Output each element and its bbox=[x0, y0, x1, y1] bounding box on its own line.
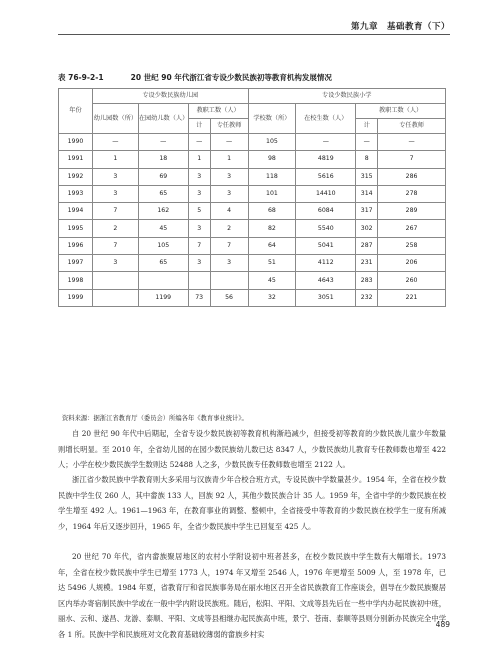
table-row bbox=[59, 185, 446, 202]
table-cell-ks bbox=[188, 272, 210, 289]
table-cell-ks: 3 bbox=[188, 255, 210, 272]
table-cell-kg: 7 bbox=[92, 203, 138, 220]
table-cell-ks: 1 bbox=[188, 151, 210, 168]
table-cell-pt: 286 bbox=[378, 168, 446, 185]
table-cell-ps: — bbox=[356, 134, 378, 151]
table-cell-kc: 65 bbox=[138, 255, 188, 272]
table-cell-pt: 7 bbox=[378, 151, 446, 168]
statistics-table bbox=[58, 88, 446, 307]
table-cell-year: 1996 bbox=[59, 237, 93, 254]
table-cell-st: 4819 bbox=[296, 151, 356, 168]
table-cell-sc: 51 bbox=[248, 255, 296, 272]
table-cell-ps: 8 bbox=[356, 151, 378, 168]
table-cell-kt: — bbox=[210, 134, 248, 151]
table-cell-ks: — bbox=[188, 134, 210, 151]
table-cell-kc: 1199 bbox=[138, 289, 188, 306]
table-cell-sc: 98 bbox=[248, 151, 296, 168]
table-cell-sc: 64 bbox=[248, 237, 296, 254]
table-cell-ks: 3 bbox=[188, 185, 210, 202]
table-cell-sc: 82 bbox=[248, 220, 296, 237]
table-cell-kg bbox=[92, 272, 138, 289]
table-row bbox=[59, 255, 446, 272]
header-kg-teacher: 专任教师 bbox=[210, 119, 248, 134]
table-cell-pt: 206 bbox=[378, 255, 446, 272]
table-cell-kg bbox=[92, 289, 138, 306]
table-cell-year: 1995 bbox=[59, 220, 93, 237]
table-cell-year: 1992 bbox=[59, 168, 93, 185]
table-cell-year: 1999 bbox=[59, 289, 93, 306]
table-cell-kt: 3 bbox=[210, 185, 248, 202]
table-cell-st: 14410 bbox=[296, 185, 356, 202]
header-primary-group: 专设少数民族小学 bbox=[248, 89, 446, 104]
table-cell-ks: 73 bbox=[188, 289, 210, 306]
table-cell-pt: 278 bbox=[378, 185, 446, 202]
header-school-count: 学校数（所） bbox=[248, 104, 296, 134]
table-cell-kt bbox=[210, 272, 248, 289]
table-cell-year: 1994 bbox=[59, 203, 93, 220]
table-cell-sc: 45 bbox=[248, 272, 296, 289]
table-row bbox=[59, 203, 446, 220]
table-cell-sc: 101 bbox=[248, 185, 296, 202]
table-cell-kg: 2 bbox=[92, 220, 138, 237]
table-row bbox=[59, 237, 446, 254]
table-cell-ks: 5 bbox=[188, 203, 210, 220]
table-cell-kt: 56 bbox=[210, 289, 248, 306]
table-cell-year: 1997 bbox=[59, 255, 93, 272]
table-cell-kc: 105 bbox=[138, 237, 188, 254]
table-cell-sc: 68 bbox=[248, 203, 296, 220]
table-cell-year: 1991 bbox=[59, 151, 93, 168]
table-cell-st: 4643 bbox=[296, 272, 356, 289]
table-cell-pt: 221 bbox=[378, 289, 446, 306]
table-cell-kt: 3 bbox=[210, 168, 248, 185]
table-cell-kt: 4 bbox=[210, 203, 248, 220]
table-cell-year: 1993 bbox=[59, 185, 93, 202]
table-cell-ps: 317 bbox=[356, 203, 378, 220]
table-cell-ks: 7 bbox=[188, 237, 210, 254]
table-cell-ps: 232 bbox=[356, 289, 378, 306]
table-source-note: 资料来源：据浙江省教育厅（委员会）所编各年《教育事业统计》。 bbox=[62, 415, 248, 422]
table-cell-kt: 7 bbox=[210, 237, 248, 254]
table-cell-kg: 3 bbox=[92, 255, 138, 272]
table-row bbox=[59, 289, 446, 306]
header-kg-children: 在园幼儿数（人） bbox=[138, 104, 188, 134]
table-cell-kc: 65 bbox=[138, 185, 188, 202]
table-cell-kg: 1 bbox=[92, 151, 138, 168]
table-cell-kt: 2 bbox=[210, 220, 248, 237]
paragraph-2: 浙江省少数民族中学教育则大多采用与汉族青少年合校合班方式，专设民族中学数量甚少。1954 年，全省在校少数民族中学生仅 260 人，其中畲族 133 人，回族 92 人，其他少数民族合计 35 人。1959 年，全省中学的少数民族在校学生增至 492 人。1961—1963 年，在教育事业的调整、整顿中，全省接受中等教育的少数民族在校学生一度有所减少，1964 年后又逐步回升，1965 年，全省少数民族中学生已回复至 425 人。 bbox=[58, 475, 446, 531]
table-cell-kc: 45 bbox=[138, 220, 188, 237]
table-cell-pt: 258 bbox=[378, 237, 446, 254]
table-cell-pt: — bbox=[378, 134, 446, 151]
header-pri-staff: 教职工数（人） bbox=[356, 104, 446, 119]
table-cell-ps: 314 bbox=[356, 185, 378, 202]
table-cell-ps: 231 bbox=[356, 255, 378, 272]
table-cell-pt: 267 bbox=[378, 220, 446, 237]
table-cell-kc: — bbox=[138, 134, 188, 151]
table-cell-pt: 289 bbox=[378, 203, 446, 220]
header-kg-total: 计 bbox=[188, 119, 210, 134]
header-kg-staff: 教职工数（人） bbox=[188, 104, 248, 119]
header-kg-count: 幼儿园数（所） bbox=[92, 104, 138, 134]
paragraph-1: 自 20 世纪 90 年代中后期起，全省专设少数民族初等教育机构渐趋减少，但接受初等教育的少数民族儿童少年数量则增长明显。至 2010 年，全省幼儿园的在园少数民族幼儿数已达 8347 人，少数民族幼儿教育专任教师数也增至 422 人；小学在校少数民族学生数则达 52488 人之多，少数民族专任教师数也增至 2122 人。 bbox=[58, 429, 446, 469]
table-cell-kc: 18 bbox=[138, 151, 188, 168]
table-cell-st: — bbox=[296, 134, 356, 151]
header-kindergarten-group: 专设少数民族幼儿园 bbox=[92, 89, 248, 104]
table-cell-st: 5540 bbox=[296, 220, 356, 237]
table-cell-st: 6084 bbox=[296, 203, 356, 220]
table-cell-kg: — bbox=[92, 134, 138, 151]
table-cell-kc: 69 bbox=[138, 168, 188, 185]
table-cell-kc bbox=[138, 272, 188, 289]
table-cell-year: 1990 bbox=[59, 134, 93, 151]
table-cell-pt: 260 bbox=[378, 272, 446, 289]
table-body bbox=[59, 134, 446, 307]
table-cell-sc: 118 bbox=[248, 168, 296, 185]
header-pri-total: 计 bbox=[356, 119, 378, 134]
page-number: 489 bbox=[435, 620, 450, 629]
table-row bbox=[59, 134, 446, 151]
table-cell-kg: 3 bbox=[92, 168, 138, 185]
table-row bbox=[59, 168, 446, 185]
table-cell-st: 4112 bbox=[296, 255, 356, 272]
table-row bbox=[59, 220, 446, 237]
table-title: 20 世纪 90 年代浙江省专设少数民族初等教育机构发展情况 bbox=[130, 73, 332, 82]
header-year: 年份 bbox=[59, 89, 93, 134]
table-row bbox=[59, 151, 446, 168]
table-cell-ps: 283 bbox=[356, 272, 378, 289]
table-cell-ps: 315 bbox=[356, 168, 378, 185]
table-cell-year: 1998 bbox=[59, 272, 93, 289]
table-cell-kg: 3 bbox=[92, 185, 138, 202]
paragraph-3: 20 世纪 70 年代，省内畲族聚居地区的农村小学附设初中班者甚多，在校少数民族中学生数有大幅增长。1973 年，全省在校少数民族中学生已增至 1773 人，1974 年又增至 2546 人，1976 年更增至 5009 人，至 1978 年，已达 5496 人规模。1984 年夏，省教育厅和省民族事务局在丽水地区召开全省民族教育工作座谈会，倡导在少数民族聚居区内举办寄宿制民族中学或在一般中学内附设民族班。随后，松阳、平阳、文成等县先后在一些中学内办起民族初中班，丽水、云和、遂昌、龙游、泰顺、平阳、文成等县相继办起民族高中班，景宁、苍南、泰顺等县则分别新办民族完全中学各 1 所。民族中学和民族班对文化教育基础较薄弱的畲族乡村实 bbox=[58, 552, 446, 639]
table-cell-ks: 3 bbox=[188, 220, 210, 237]
table-cell-sc: 105 bbox=[248, 134, 296, 151]
table-cell-ps: 302 bbox=[356, 220, 378, 237]
table-cell-kg: 7 bbox=[92, 237, 138, 254]
header-students: 在校生数（人） bbox=[296, 104, 356, 134]
table-cell-ks: 3 bbox=[188, 168, 210, 185]
table-caption bbox=[58, 72, 332, 83]
running-header: 第九章 基础教育（下） bbox=[350, 22, 450, 32]
table-row bbox=[59, 272, 446, 289]
header-pri-teacher: 专任教师 bbox=[378, 119, 446, 134]
header-rule bbox=[58, 34, 450, 35]
table-cell-kt: 1 bbox=[210, 151, 248, 168]
table-cell-kt: 3 bbox=[210, 255, 248, 272]
table-number: 表 76-9-2-1 bbox=[58, 73, 104, 82]
table-cell-st: 5616 bbox=[296, 168, 356, 185]
table-cell-st: 3051 bbox=[296, 289, 356, 306]
table-cell-ps: 287 bbox=[356, 237, 378, 254]
table-cell-st: 5041 bbox=[296, 237, 356, 254]
table-cell-kc: 162 bbox=[138, 203, 188, 220]
table-cell-sc: 32 bbox=[248, 289, 296, 306]
